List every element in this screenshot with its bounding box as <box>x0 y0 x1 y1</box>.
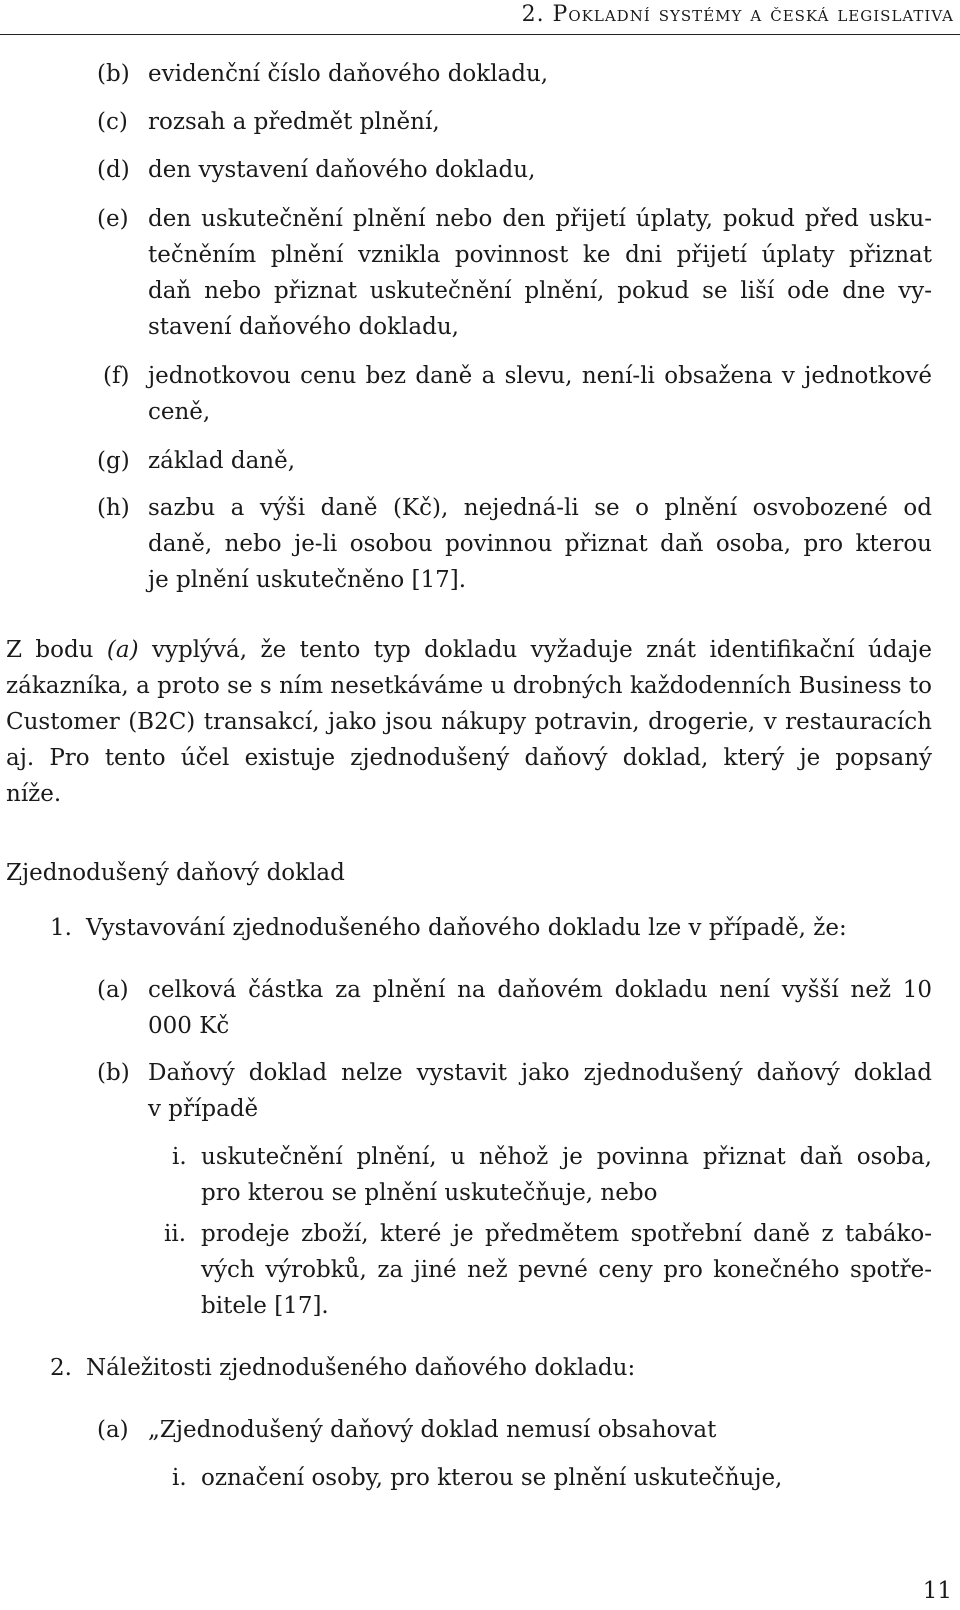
list-text: den vystavení daňového dokladu, <box>148 157 536 183</box>
section-title: Zjednodušený daňový doklad <box>6 860 345 886</box>
list-text: tečněním plnění vznikla povinnost ke dni přijetí úplaty přiznat <box>148 242 932 268</box>
item-text: Náležitosti zjednodušeného daňového dokladu: <box>86 1355 636 1381</box>
list-text: jednotkovou cenu bez daně a slevu, není-li obsažena v jednotkové <box>148 363 932 389</box>
list-text: stavení daňového dokladu, <box>148 314 459 340</box>
roman-text: vých výrobků, za jiné než pevné ceny pro konečného spotře- <box>201 1257 932 1283</box>
list-label: (a) <box>97 977 129 1003</box>
list-text: v případě <box>148 1096 259 1122</box>
list-text: evidenční číslo daňového dokladu, <box>148 61 549 87</box>
item-number: 2. <box>50 1355 72 1381</box>
list-label: (e) <box>97 206 129 232</box>
list-text: sazbu a výši daně (Kč), nejedná-li se o plnění osvobozené od <box>148 495 932 521</box>
roman-text: prodeje zboží, které je předmětem spotřební daně z tabáko- <box>201 1221 932 1247</box>
header-title: 2. Pokladní systémy a česká legislativa <box>521 2 954 27</box>
list-label: (f) <box>103 363 130 389</box>
list-text: základ daně, <box>148 448 296 474</box>
paragraph-line: Customer (B2C) transakcí, jako jsou nákupy potravin, drogerie, v restauracích <box>6 709 932 735</box>
roman-text: bitele [17]. <box>201 1293 329 1319</box>
list-text: daně, nebo je-li osobou povinnou přiznat daň osoba, pro kterou <box>148 531 932 557</box>
item-number: 1. <box>50 915 72 941</box>
body-paragraph <box>6 632 932 812</box>
roman-text: pro kterou se plnění uskutečňuje, nebo <box>201 1180 658 1206</box>
item-text: Vystavování zjednodušeného daňového dokladu lze v případě, že: <box>86 915 847 941</box>
list-text: celková částka za plnění na daňovém dokladu není vyšší než 10 <box>148 977 932 1003</box>
list-label: (a) <box>97 1417 129 1443</box>
roman-label: ii. <box>164 1221 187 1247</box>
roman-text: označení osoby, pro kterou se plnění uskutečňuje, <box>201 1465 783 1491</box>
paragraph-line: Z bodu (a) vyplývá, že tento typ dokladu vyžaduje znát identifikační údaje <box>6 637 932 663</box>
list-label: (b) <box>97 61 130 87</box>
roman-label: i. <box>172 1465 187 1491</box>
roman-text: uskutečnění plnění, u něhož je povinna přiznat daň osoba, <box>201 1144 932 1170</box>
paragraph-line: zákazníka, a proto se s ním nesetkáváme u drobných každodenních Business to <box>6 673 932 699</box>
list-text: „Zjednodušený daňový doklad nemusí obsahovat <box>148 1417 717 1443</box>
roman-label: i. <box>172 1144 187 1170</box>
list-label: (g) <box>97 448 130 474</box>
list-label: (b) <box>97 1060 130 1086</box>
list-text: den uskutečnění plnění nebo den přijetí úplaty, pokud před usku- <box>148 206 932 232</box>
list-text: 000 Kč <box>148 1013 230 1039</box>
paragraph-line: níže. <box>6 781 62 807</box>
paragraph-line: aj. Pro tento účel existuje zjednodušený daňový doklad, který je popsaný <box>6 745 932 771</box>
list-text: daň nebo přiznat uskutečnění plnění, pokud se liší ode dne vy- <box>148 278 932 304</box>
list-label: (d) <box>97 157 130 183</box>
running-header <box>0 2 960 35</box>
list-text: ceně, <box>148 399 211 425</box>
list-text: rozsah a předmět plnění, <box>148 109 440 135</box>
list-text: Daňový doklad nelze vystavit jako zjednodušený daňový doklad <box>148 1060 932 1086</box>
page-number: 11 <box>922 1578 952 1604</box>
list-label: (c) <box>97 109 128 135</box>
list-items-b-to-h <box>0 56 960 616</box>
list-label: (h) <box>97 495 130 521</box>
list-text: je plnění uskutečněno [17]. <box>148 567 467 593</box>
